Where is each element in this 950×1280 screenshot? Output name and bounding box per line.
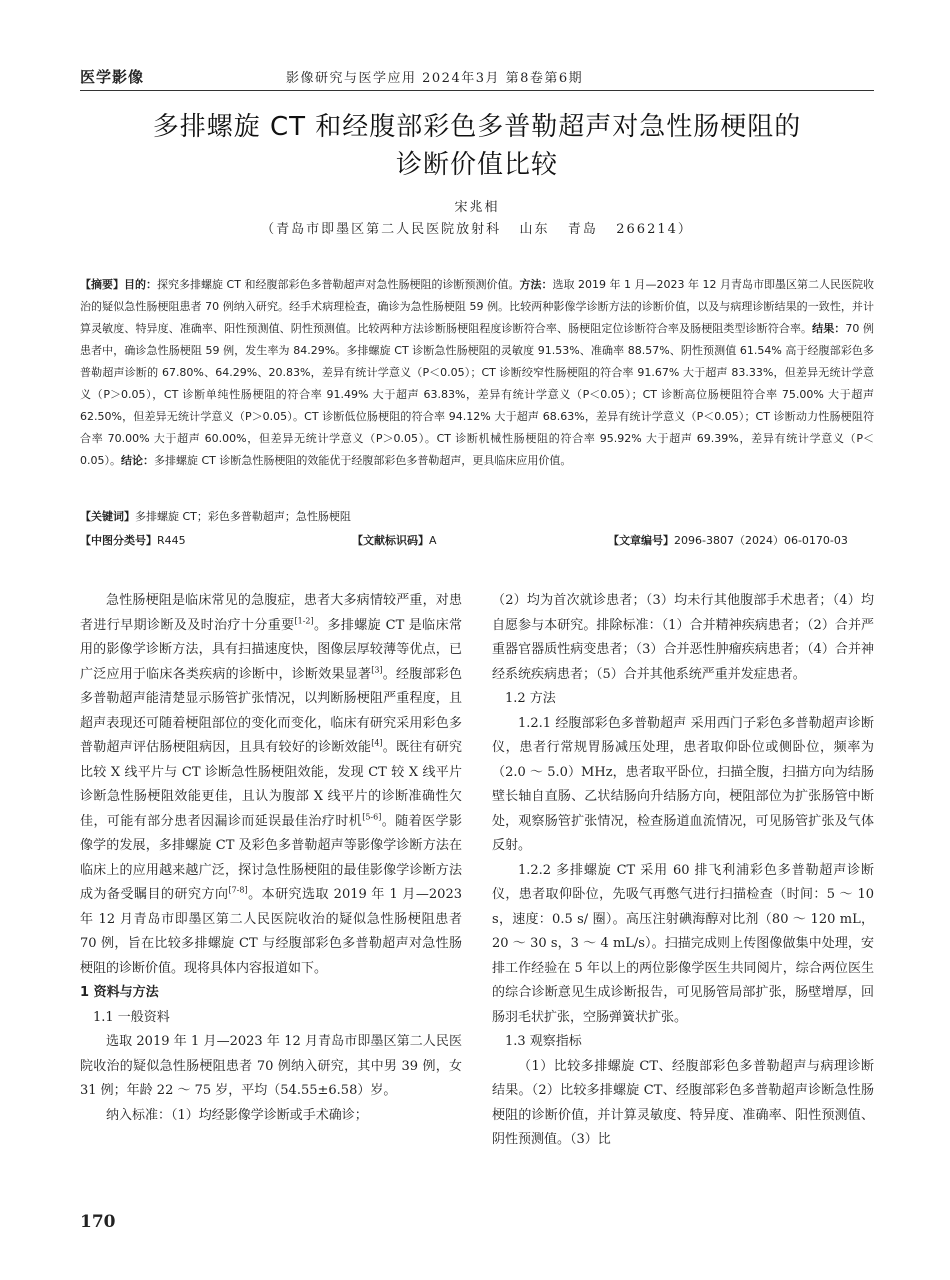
citation: [5-6] <box>362 812 382 822</box>
citation: [4] <box>371 738 383 748</box>
citation: [7-8] <box>228 885 248 895</box>
intro-paragraph <box>80 589 462 981</box>
running-header <box>80 66 874 91</box>
section-label: 医学影像 <box>80 68 145 86</box>
affiliation: （青岛市即墨区第二人民医院放射科 山东 青岛 266214） <box>261 222 693 237</box>
abstract-result: 70 例患者中，确诊急性肠梗阻 59 例，发生率为 84.29%。多排螺旋 CT 诊断急性肠梗阻的灵敏度 91.53%、准确率 88.57%、阴性预测值 61.54% 高于经腹部彩色多普勒超声诊断的 67.80%、64.29%、20.83%，差异有统计学意义（P＜0.05）；CT 诊断绞窄性肠梗阻的符合率 91.67% 大于超声 83.33%，但差异无统计学意义（P＞0.05），CT 诊断单纯性肠梗阻的符合率 91.49% 大于超声 63.83%，差异有统计学意义（P＜0.05）；CT 诊断高位肠梗阻符合率 75.00% 大于超声 62.50%，但差异无统计学意义（P＞0.05）。CT 诊断低位肠梗阻的符合率 94.12% 大于超声 68.63%，差异有统计学意义（P＜0.05）；CT 诊断动力性肠梗阻符合率 70.00% 大于超声 60.00%，但差异无统计学意义（P＞0.05）。CT 诊断机械性肠梗阻的符合率 95.92% 大于超声 69.39%，差异有统计学意义（P＜0.05）。 <box>80 322 874 467</box>
subsection-heading-1-1: 1.1 一般资料 <box>93 1009 170 1025</box>
inclusion-criteria-paragraph: 纳入标准：（1）均经影像学诊断或手术确诊； <box>106 1107 368 1123</box>
intro-text-5: 。随着医学影像学的发展，多排螺旋 CT 及彩色多普勒超声等影像学诊断方法在临床上的应用越来越广泛，探讨急性肠梗阻的最佳影像学诊断方法成为备受瞩目的研究方向 <box>80 813 462 902</box>
body-left-column <box>80 589 462 1128</box>
abstract-method: 选取 2019 年 1 月—2023 年 12 月青岛市即墨区第二人民医院收治的疑似急性肠梗阻患者 70 例纳入研究。经手术病理检查，确诊为急性肠梗阻 59 例。比较两种影像学诊断方法的诊断价值，以及与病理诊断结果的一致性，并计算灵敏度、特异度、准确率、阳性预测值、阴性预测值。比较两种方法诊断肠梗阻程度诊断符合率、肠梗阻定位诊断符合率及肠梗阻类型诊断符合率。 <box>80 278 875 335</box>
article-value: 2096-3807（2024）06-0170-03 <box>674 534 848 547</box>
body-right-column <box>492 589 874 1153</box>
clc-value: R445 <box>157 534 186 547</box>
ct-method-paragraph: 1.2.2 多排螺旋 CT 采用 60 排飞利浦彩色多普勒超声诊断仪，患者取仰卧位，先吸气再憋气进行扫描检查（时间：5 ～ 10 s，速度：0.5 s/ 圈）。高压注射碘海醇对比剂（80 ～ 120 mL，20 ～ 30 s，3 ～ 4 mL/s）。扫描完成则上传图像做集中处理，安排工作经验在 5 年以上的两位影像学医生共同阅片，综合两位医生的综合诊断意见生成诊断报告，可见肠管局部扩张，肠壁增厚，回肠羽毛状扩张，空肠弹簧状扩张。 <box>492 862 874 1025</box>
intro-text-3: 。经腹部彩色多普勒超声能清楚显示肠管扩张情况，以判断肠梗阻严重程度，且超声表现还可随着梗阻部位的变化而变化，临床有研究采用彩色多普勒超声评估肠梗阻病因，且具有较好的诊断效能 <box>80 666 462 755</box>
ultrasound-method-paragraph: 1.2.1 经腹部彩色多普勒超声 采用西门子彩色多普勒超声诊断仪，患者行常规胃肠减压处理，患者取仰卧位或侧卧位，频率为（2.0 ～ 5.0）MHz，患者取平卧位，扫描全腹，扫描方向为结肠壁长轴自直肠、乙状结肠向升结肠方向，梗阻部位为扩张肠管中断处，观察肠管扩张情况，检查肠道血流情况，可见肠管扩张及气体反射。 <box>492 715 874 853</box>
citation: [1-2] <box>294 616 314 626</box>
abstract-conclusion: 多排螺旋 CT 诊断急性肠梗阻的效能优于经腹部彩色多普勒超声，更具临床应用价值。 <box>154 454 572 467</box>
intro-text-2: 。多排螺旋 CT 是临床常用的影像学诊断方法，具有扫描速度快，图像层厚较薄等优点，已广泛应用于临床各类疾病的诊断中，诊断效果显著 <box>80 617 462 682</box>
article-label: 【文章编号】 <box>608 534 674 547</box>
keywords-text: 多排螺旋 CT；彩色多普勒超声；急性肠梗阻 <box>135 510 351 523</box>
intro-text-6: 。本研究选取 2019 年 1 月—2023 年 12 月青岛市即墨区第二人民医院收治的疑似急性肠梗阻患者 70 例，旨在比较多排螺旋 CT 与经腹部彩色多普勒超声对急性肠梗阻的诊断价值。现将具体内容报道如下。 <box>80 887 462 976</box>
conclusion-label: 结论： <box>121 454 154 467</box>
article-number <box>608 530 848 552</box>
clc-label: 【中图分类号】 <box>80 534 157 547</box>
author: 宋兆相 <box>454 200 500 215</box>
subsection-heading-1-3: 1.3 观察指标 <box>505 1034 582 1049</box>
observation-paragraph: （1）比较多排螺旋 CT、经腹部彩色多普勒超声与病理诊断结果。（2）比较多排螺旋 CT、经腹部彩色多普勒超声诊断急性肠梗阻的诊断价值，并计算灵敏度、特异度、准确率、阳性预测值、阴性预测值。（3）比 <box>492 1058 874 1147</box>
keywords-label: 【关键词】 <box>80 510 135 523</box>
doc-value: A <box>429 534 437 547</box>
section-heading-1: 1 资料与方法 <box>80 985 159 1000</box>
title-line-2: 诊断价值比较 <box>395 150 558 180</box>
subsection-heading-1-2: 1.2 方法 <box>505 691 556 706</box>
criteria-continued-paragraph: （2）均为首次就诊患者；（3）均未行其他腹部手术患者；（4）均自愿参与本研究。排除标准：（1）合并精神疾病患者；（2）合并严重器官器质性病变患者；（3）合并恶性肿瘤疾病患者；（4）合并神经系统疾病患者；（5）合并其他系统严重并发症患者。 <box>492 593 874 682</box>
keywords <box>80 506 874 528</box>
citation: [3] <box>371 665 383 675</box>
clc-number <box>80 530 186 552</box>
doc-label: 【文献标识码】 <box>352 534 429 547</box>
article-title <box>80 108 874 184</box>
title-line-1: 多排螺旋 CT 和经腹部彩色多普勒超声对急性肠梗阻的 <box>152 112 802 142</box>
abstract-purpose: 探究多排螺旋 CT 和经腹部彩色多普勒超声对急性肠梗阻的诊断预测价值。 <box>157 278 520 291</box>
intro-text-1: 急性肠梗阻是临床常见的急腹症，患者大多病情较严重，对患者进行早期诊断及及时治疗十分重要 <box>80 593 462 633</box>
document-code <box>352 530 437 552</box>
classification-row <box>80 530 874 552</box>
page-number: 170 <box>80 1212 116 1232</box>
intro-text-4: 。既往有研究比较 X 线平片与 CT 诊断急性肠梗阻效能，发现 CT 较 X 线平片诊断急性肠梗阻效能更佳，且认为腹部 X 线平片的诊断准确性欠佳，可能有部分患者因漏诊而延误最佳治疗时机 <box>80 740 462 829</box>
abstract <box>80 274 874 472</box>
abstract-label: 【摘要】 <box>80 278 125 291</box>
result-label: 结果： <box>812 322 846 335</box>
journal-info: 影像研究与医学应用 2024年3月 第8卷第6期 <box>286 71 584 86</box>
method-label: 方法： <box>519 278 553 291</box>
purpose-label: 目的： <box>124 278 158 291</box>
general-data-paragraph: 选取 2019 年 1 月—2023 年 12 月青岛市即墨区第二人民医院收治的疑似急性肠梗阻患者 70 例纳入研究，其中男 39 例，女 31 例；年龄 22 ～ 75 岁，平均（54.55±6.58）岁。 <box>80 1034 462 1098</box>
